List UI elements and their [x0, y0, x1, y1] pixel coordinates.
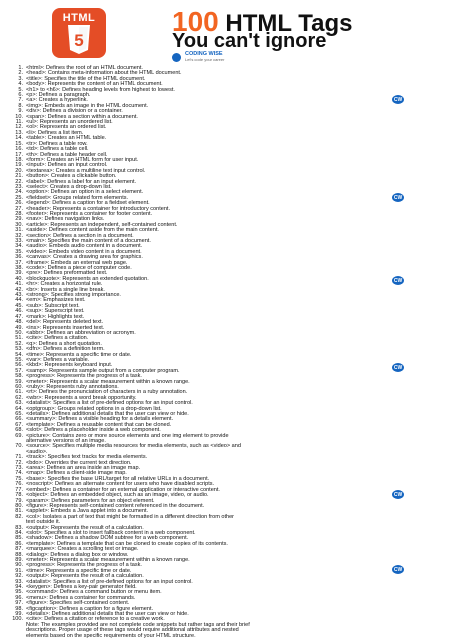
list-item-number: 65.	[15, 411, 23, 417]
list-item-number: 24.	[15, 189, 23, 196]
list-item-text: <html>: Defines the root of an HTML document.	[26, 65, 143, 71]
list-item-text: <br>: Inserts a single line break.	[26, 286, 105, 293]
list-item-text: <select>: Creates a drop-down list.	[26, 183, 112, 190]
list-item-text: <h1> to <h6>: Defines heading levels from highest to lowest.	[26, 86, 175, 93]
list-item-number: 71.	[15, 454, 23, 461]
list-item-number: 62.	[15, 394, 23, 401]
list-item-number: 14.	[15, 135, 23, 142]
list-item-number: 78.	[15, 492, 23, 499]
list-item-text: <datalist>: Specifies a list of pre-defined options for an input control.	[26, 400, 193, 407]
list-item-text: <video>: Embeds video content in a document.	[26, 248, 142, 255]
list-item-number: 52.	[15, 340, 23, 347]
list-item-number	[12, 634, 23, 639]
list-item-text: <del>: Represents deleted text.	[26, 319, 104, 326]
list-item-number: 96.	[15, 594, 23, 601]
list-item-text: <source>: Specifies multiple media resources for media elements, such as <video> and	[26, 443, 241, 450]
list-item-number: 92.	[15, 573, 23, 580]
list-item-text: <progress>: Represents the progress of a task.	[26, 373, 142, 380]
page-header	[0, 0, 474, 62]
list-item-text: <figure>: Represents self-contained content referenced in the document.	[26, 502, 205, 509]
list-item-number: 43.	[15, 292, 23, 299]
list-item-number: 18.	[15, 156, 23, 163]
list-item-number: 85.	[15, 535, 23, 542]
list-item-number: 63.	[15, 400, 23, 407]
list-item-number: 99.	[15, 611, 23, 618]
list-item-number: 7.	[18, 97, 23, 104]
list-item-text: <ruby>: Represents ruby annotations.	[26, 383, 119, 390]
list-item-text: <ins>: Represents inserted text.	[26, 324, 105, 331]
list-item-text: <img>: Embeds an image in the HTML document.	[26, 102, 149, 109]
list-item-number: 49.	[15, 324, 23, 331]
list-item-number: 22.	[15, 178, 23, 185]
list-item-number: 60.	[15, 383, 23, 390]
list-item-number: 36.	[15, 254, 23, 261]
list-item-text: <option>: Defines an option in a select element.	[26, 189, 144, 196]
list-item-text: <strong>: Specifies strong importance.	[26, 292, 121, 299]
list-item-text: <meter>: Represents a scalar measurement within a known range.	[26, 378, 190, 385]
coding-wise-logo-icon: CW	[393, 491, 403, 498]
list-item-number: 28.	[15, 210, 23, 217]
list-item-number: 70.	[15, 443, 23, 450]
list-item-text: <button>: Creates a clickable button.	[26, 173, 117, 180]
list-item-text: alternative versions of an image.	[26, 438, 106, 445]
list-item-text: <code>: Defines a piece of computer code.	[26, 265, 132, 272]
list-item-number: 58.	[15, 373, 23, 380]
list-item-text: <var>: Defines a variable.	[26, 356, 90, 363]
list-item-text: <object>: Defines an embedded object, such as an image, video, or audio.	[26, 492, 209, 499]
list-item-number: 98.	[15, 605, 23, 612]
page-subtitle: You can't ignore	[172, 30, 327, 52]
list-item-number: 87.	[15, 546, 23, 553]
list-item-text: <datalist>: Specifies a list of pre-defined options for an input control.	[26, 578, 193, 585]
list-item-text: <base>: Specifies the base URL/target for all relative URLs in a document.	[26, 475, 210, 482]
list-item-number: 93.	[15, 578, 23, 585]
list-item-number: 5.	[18, 86, 23, 93]
list-item-number: 37.	[15, 259, 23, 266]
list-item-text: <form>: Creates an HTML form for user input.	[26, 156, 139, 163]
list-item-number: 56.	[15, 362, 23, 369]
list-item-text: <command>: Defines a command button or menu item.	[26, 589, 162, 596]
list-item-text: <span>: Defines a section within a document.	[26, 113, 138, 120]
coding-wise-logo-icon: CW	[393, 364, 403, 371]
list-item-text: <wbr>: Represents a word break opportunity.	[26, 394, 137, 401]
list-item-text: <summary>: Defines a visible heading for a details element.	[26, 416, 174, 423]
list-item-number: 11.	[15, 119, 23, 126]
list-item-text: <blockquote>: Represents an extended quotation.	[26, 275, 149, 282]
html5-logo	[52, 8, 106, 58]
list-item-number: 38.	[15, 265, 23, 272]
coding-wise-logo-icon: CW	[393, 194, 403, 201]
list-item-number: 51.	[15, 335, 23, 342]
list-item-text: <track>: Specifies text tracks for media elements.	[26, 454, 148, 461]
list-item-number: 59.	[15, 378, 23, 385]
list-item-text: <ol>: Represents an ordered list.	[26, 124, 107, 131]
list-item-text: <applet>: Embeds a Java applet into a document.	[26, 508, 149, 515]
list-item-text: <template>: Defines a reusable content that can be cloned.	[26, 421, 172, 428]
list-item-text: <rt>: Defines the pronunciation of characters in a ruby annotation.	[26, 389, 188, 396]
list-item-number: 27.	[15, 205, 23, 212]
list-item-text: <iframe>: Embeds an external web page.	[26, 259, 128, 266]
brand-tagline: Let's code your career	[185, 57, 225, 62]
coding-wise-logo-icon: CW	[393, 96, 403, 103]
list-item-number: 69.	[15, 432, 23, 439]
coding-wise-logo-icon: CW	[393, 566, 403, 573]
list-item-number: 81.	[15, 508, 23, 515]
list-item-number: 95.	[15, 589, 23, 596]
list-item-text: <q>: Defines a short quotation.	[26, 340, 102, 347]
list-item-number: 16.	[15, 146, 23, 153]
list-item-text: <details>: Defines additional details that the user can view or hide.	[26, 611, 189, 618]
list-item-number: 29.	[15, 216, 23, 223]
list-item-number: 15.	[15, 140, 23, 147]
list-item-text: <marquee>: Creates a scrolling text or image.	[26, 546, 139, 553]
list-item-number: 40.	[15, 275, 23, 282]
list-item-text: <li>: Defines a list item.	[26, 129, 84, 136]
list-item-text: <div>: Defines a division or a container.	[26, 108, 123, 115]
list-item-number: 66.	[15, 416, 23, 423]
list-item-number: 3.	[18, 75, 23, 82]
logo-number: 5	[74, 31, 84, 50]
list-item-text: <article>: Represents an independent, self-contained content.	[26, 221, 178, 228]
list-item-text: <hr>: Creates a horizontal rule.	[26, 281, 103, 288]
list-item-number: 86.	[15, 540, 23, 547]
list-item-text: <title>: Specifies the title of the HTML document.	[26, 75, 146, 82]
list-item-text: <map>: Defines a client-side image map.	[26, 470, 127, 477]
list-item-number: 73.	[15, 465, 23, 472]
list-item-text: <audio>: Embeds audio content in a document.	[26, 243, 143, 250]
list-item-text: <picture>: Contains zero or more source elements and one img element to provide	[26, 432, 229, 439]
list-item-text: <details>: Defines additional details that the user can view or hide.	[26, 411, 189, 417]
list-item-text: <figcaption>: Defines a caption for a figure element.	[26, 605, 154, 612]
list-item-text: <td>: Defines a table cell.	[26, 146, 89, 153]
list-item-number: 80.	[15, 502, 23, 509]
list-item-number: 45.	[15, 302, 23, 309]
list-item-text: <menu>: Defines a container for commands.	[26, 594, 136, 601]
list-item-text: <main>: Specifies the main content of a document.	[26, 238, 151, 244]
list-item-number: 19.	[15, 162, 23, 169]
list-item-text: <optgroup>: Groups related options in a drop-down list.	[26, 405, 162, 412]
coding-wise-logo-icon: CW	[393, 277, 403, 284]
list-item-text: <a>: Creates a hyperlink.	[26, 97, 88, 104]
list-item-text: <mark>: Highlights text.	[26, 313, 85, 320]
list-item-text: <label>: Defines a label for an input element.	[26, 178, 137, 185]
list-item-number: 76.	[15, 481, 23, 488]
list-item-text: <header>: Represents a container for introductory content.	[26, 205, 170, 212]
list-item-text: <section>: Defines a section in a document.	[26, 232, 134, 239]
list-item-text: <p>: Defines a paragraph.	[26, 92, 91, 99]
list-item-text: <output>: Represents the result of a calculation.	[26, 524, 144, 531]
list-item-number: 89.	[15, 556, 23, 563]
tag-list	[12, 66, 467, 639]
list-item-number: 32.	[15, 232, 23, 239]
list-item-number: 47.	[15, 313, 23, 320]
list-item-number: 10.	[15, 113, 23, 120]
list-item-number: 72.	[15, 459, 23, 466]
list-item-text: <table>: Creates an HTML table.	[26, 135, 107, 142]
list-item-number: 77.	[15, 486, 23, 493]
list-item-text: <dfn>: Defines a definition term.	[26, 346, 105, 353]
list-item-text: <legend>: Defines a caption for a fieldset element.	[26, 200, 150, 207]
list-item-text: <body>: Represents the content of an HTML document.	[26, 81, 163, 88]
list-item-number: 97.	[15, 600, 23, 607]
list-item-number: 25.	[15, 194, 23, 201]
html5-shield-icon	[66, 25, 92, 55]
list-item-text: <keygen>: Defines a key-pair generator field.	[26, 584, 137, 590]
list-item-text: <footer>: Represents a container for footer content.	[26, 210, 153, 217]
list-item-text: elements based on the specific requirements of your HTML structure.	[26, 632, 196, 639]
list-item-number: 100.	[12, 616, 23, 623]
list-item-text: <template>: Defines a template that can be cloned to create copies of its contents.	[26, 540, 228, 547]
list-item-number: 67.	[15, 421, 23, 428]
list-item-text: <nav>: Defines navigation links.	[26, 216, 105, 223]
list-item-text: <samp>: Represents sample output from a computer program.	[26, 367, 180, 374]
list-item-text: <fieldset>: Groups related form elements.	[26, 194, 129, 201]
list-item-text: <th>: Defines a table header cell.	[26, 151, 108, 158]
list-item-text: <time>: Represents a specific time or date.	[26, 351, 132, 358]
list-item-text: <figure>: Specifies self-contained content.	[26, 600, 130, 607]
list-item-number: 90.	[15, 562, 23, 569]
list-item-text: <cite>: Defines a citation or reference to a creative work.	[26, 616, 165, 623]
list-item-number: 8.	[18, 102, 23, 109]
list-item-text: <tr>: Defines a table row.	[26, 140, 88, 147]
list-item-text: <slot>: Specifies a slot to insert fallback content in a web component.	[26, 529, 196, 536]
list-item-number: 12.	[15, 124, 23, 131]
list-item-number: 26.	[15, 200, 23, 207]
list-item-number: 57.	[15, 367, 23, 374]
list-item-number: 74.	[15, 470, 23, 477]
list-item-text: <noscript>: Defines an alternate content for users who have disabled scripts.	[26, 481, 215, 488]
list-item-text: <canvas>: Creates a drawing area for graphics.	[26, 254, 143, 261]
list-item-text: <param>: Defines parameters for an object element.	[26, 497, 155, 504]
list-item-number: 31.	[15, 227, 23, 234]
list-item-number: 13.	[15, 129, 23, 136]
list-item-text: <abbr>: Defines an abbreviation or acronym.	[26, 329, 136, 336]
list-item-number: 4.	[18, 81, 23, 88]
list-item-text: <output>: Represents the result of a calculation.	[26, 573, 144, 580]
list-item-number: 46.	[15, 308, 23, 315]
list-item-number: 75.	[15, 475, 23, 482]
brand-logo-icon	[172, 53, 181, 62]
list-item-number: 79.	[15, 497, 23, 504]
list-item-number: 30.	[15, 221, 23, 228]
list-item-text: <input>: Defines an input control.	[26, 162, 108, 169]
logo-text: HTML	[62, 12, 96, 24]
list-item-number: 50.	[15, 329, 23, 336]
list-item-number: 53.	[15, 346, 23, 353]
list-item-text: <area>: Defines an area inside an image map.	[26, 465, 141, 472]
list-item-number: 35.	[15, 248, 23, 255]
list-item-text: <shadow>: Defines a shadow DOM subtree for a web component.	[26, 535, 189, 542]
list-item-text: <col>: Isolates a part of text that might be formatted in a different direction from other	[26, 513, 235, 520]
list-item-number: 83.	[15, 524, 23, 531]
list-item-text: <cite>: Defines a citation.	[26, 335, 89, 342]
list-item-number: 20.	[15, 167, 23, 174]
list-item-text: <bdo>: Overrides the current text direction.	[26, 459, 132, 466]
list-item-number: 34.	[15, 243, 23, 250]
list-item-number: 33.	[15, 238, 23, 244]
list-item-text: Note: The examples provided are not complete code snippets but rather tags and their brief	[26, 621, 250, 628]
list-item-number: 88.	[15, 551, 23, 558]
list-item-text: descriptions. Proper usage of these tags would require additional attributes and nested	[26, 627, 239, 634]
list-item-text: text outside it.	[26, 519, 61, 526]
list-item-number: 2.	[18, 70, 23, 77]
list-item-text: <ul>: Represents an unordered list.	[26, 119, 113, 126]
list-item-text: <textarea>: Creates a multiline text input control.	[26, 167, 146, 174]
brand-name: CODING WISE	[185, 51, 223, 57]
brand	[172, 52, 224, 62]
list-item-number: 61.	[15, 389, 23, 396]
list-item-text: <head>: Contains meta-information about the HTML document.	[26, 70, 182, 77]
list-item-number: 94.	[15, 584, 23, 590]
list-item-number: 1.	[18, 65, 23, 71]
list-item	[12, 634, 467, 639]
list-item-number: 41.	[15, 281, 23, 288]
list-item-number: 39.	[15, 270, 23, 277]
list-item-number: 64.	[15, 405, 23, 412]
list-item-number: 54.	[15, 351, 23, 358]
list-item-text: <dialog>: Defines a dialog box or window.	[26, 551, 129, 558]
list-item-text: <time>: Represents a specific time or date.	[26, 567, 132, 574]
list-item-number: 68.	[15, 427, 23, 434]
list-item-number: 6.	[18, 92, 23, 99]
list-item-number: 42.	[15, 286, 23, 293]
list-item-number: 9.	[18, 108, 23, 115]
list-item-text: <kbd>: Represents keyboard input.	[26, 362, 113, 369]
list-item-number: 84.	[15, 529, 23, 536]
title-rest: HTML Tags	[218, 10, 353, 37]
list-item-text: <sub>: Subscript text.	[26, 302, 80, 309]
list-item-text: <audio>.	[26, 448, 48, 455]
title-number: 100	[172, 6, 219, 37]
list-item-text: <em>: Emphasizes text.	[26, 297, 86, 304]
list-item-number: 23.	[15, 183, 23, 190]
list-item-text: <slot>: Defines a placeholder inside a web component.	[26, 427, 161, 434]
list-item-text: <meter>: Represents a scalar measurement within a known range.	[26, 556, 190, 563]
list-item-number: 55.	[15, 356, 23, 363]
list-item-text: <pre>: Defines preformatted text.	[26, 270, 108, 277]
list-item-text: <sup>: Superscript text.	[26, 308, 85, 315]
list-item-number: 17.	[15, 151, 23, 158]
list-item-number: 82.	[15, 513, 23, 520]
list-item-number: 48.	[15, 319, 23, 326]
list-item-text: <progress>: Represents the progress of a task.	[26, 562, 142, 569]
list-item-number: 21.	[15, 173, 23, 180]
list-item-text: <aside>: Defines content aside from the main content.	[26, 227, 159, 234]
list-item-text: <embed>: Defines a container for an external application or interactive content.	[26, 486, 220, 493]
list-item-number: 91.	[15, 567, 23, 574]
list-item-number: 44.	[15, 297, 23, 304]
